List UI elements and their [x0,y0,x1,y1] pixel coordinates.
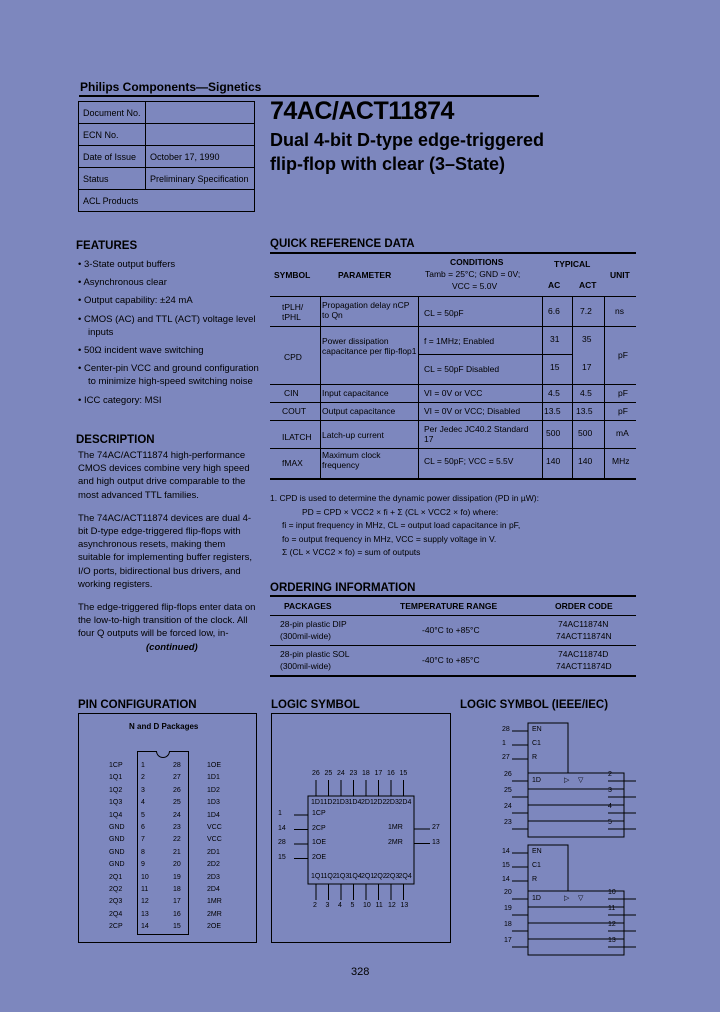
order-code: 74ACT11874D [556,661,612,671]
info-value: Preliminary Specification [146,168,255,190]
bottom-pin-label: 2Q4 [398,873,412,880]
data-pin-number: 19 [504,905,512,912]
table-rule [418,354,572,355]
pin-label: 2Q2 [109,886,123,893]
out-pin-number: 4 [608,803,612,810]
pin-number: 23 [173,824,181,831]
info-key: Status [79,168,146,190]
brand-header: Philips Components—Signetics [80,80,262,94]
col-divider [572,296,573,478]
col-header: UNIT [610,270,630,280]
description-heading: DESCRIPTION [76,434,155,446]
logic-symbol-svg [272,714,450,942]
qr-symbol: COUT [282,406,307,416]
col-divider [320,296,321,478]
qr-cond: f = 1MHz; Enabled [424,336,495,346]
d-label: 1D [532,777,541,784]
qr-param: Input capacitance [322,388,389,398]
ctrl-pin-label: EN [532,848,542,855]
qr-cond: CL = 50pF; VCC = 5.5V [424,456,514,466]
features-list [76,258,266,412]
info-row [79,102,255,124]
top-pin-number: 18 [362,770,370,777]
tristate-mark: ▽ [578,777,584,784]
bottom-pin-label: 1Q2 [323,873,337,880]
right-pin-label: 2MR [388,838,403,846]
pin-label: 1Q1 [109,774,123,782]
ctrl-pin-label: C1 [532,740,541,747]
pkg-label: N and D Packages [129,722,199,731]
ordering-heading: ORDERING INFORMATION [270,582,416,594]
pin-label: 1OE [207,762,222,769]
top-pin-number: 16 [387,770,395,777]
page-title: 74AC/ACT11874 [270,97,454,125]
out-pin-number: 5 [608,819,612,826]
right-pin-label: 1MR [388,824,403,831]
info-key: ECN No. [79,124,146,146]
pin-label: VCC [207,836,222,844]
qr-unit: pF [618,388,628,398]
data-pin-number: 17 [504,937,512,944]
pin-number: 2 [141,774,145,782]
pin-label: 1MR [207,898,222,906]
order-temp: -40°C to +85°C [422,655,480,665]
pin-label: 1D1 [207,774,220,782]
description-body [78,449,260,654]
pin-label: 2Q3 [109,898,123,906]
pin-label: 2D1 [207,848,220,856]
bottom-pin-number: 13 [400,902,409,909]
table-rule [270,595,636,597]
pin-number: 1 [141,762,145,769]
qr-cond: CL = 50pF [424,308,464,318]
qr-unit: ns [615,306,624,316]
qr-param: Maximum clock frequency [322,450,381,470]
dip-notch [156,751,170,758]
pin-label: 2OE [207,923,222,931]
bottom-pin-number: 3 [325,902,330,909]
order-package: (300mil-wide) [280,661,332,671]
top-pin-label: 2D2 [373,799,387,806]
qr-unit: pF [618,406,628,416]
left-pin-label: 1CP [312,810,326,817]
left-pin-label: 2OE [312,853,327,861]
col-header: PACKAGES [284,601,332,611]
info-key: ACL Products [79,190,255,212]
bottom-pin-label: 2Q1 [361,873,375,880]
qr-ac: 6.6 [548,306,560,316]
top-pin-label: 2D4 [398,799,412,806]
data-pin-number: 20 [504,889,512,896]
feature-item: • Center-pin VCC and ground configuration to minimize high-speed switching noise [76,362,266,388]
description-paragraph: The edge-triggered flip-flops enter data on the low-to-high transition of the clock. All four Q outputs will be forced low, in- [78,602,256,640]
feature-item: • Output capability: ±24 mA [76,294,266,307]
info-key: Document No. [79,102,146,124]
data-pin-number: 23 [504,819,512,826]
pin-number: 28 [173,762,181,769]
data-pin-number: 18 [504,921,512,928]
pin-label: 1D4 [207,811,220,819]
pin-label: GND [109,861,125,869]
ieee-symbol-heading: LOGIC SYMBOL (IEEE/IEC) [460,699,609,711]
bottom-pin-label: 1Q1 [311,873,325,880]
qr-ac: 15 [550,362,560,372]
info-value: October 17, 1990 [146,146,255,168]
bottom-pin-label: 1Q4 [348,873,362,880]
info-row [79,146,255,168]
ctrl-pin-number: 1 [502,740,506,747]
note-line: fo = output frequency in MHz, VCC = supply voltage in V. [282,533,497,544]
qr-ac: 13.5 [544,406,561,416]
col-divider [604,296,605,478]
pin-label: 1Q3 [109,799,123,807]
out-pin-number: 13 [608,937,616,944]
top-pin-number: 15 [399,770,408,777]
qr-symbol: CPD [284,352,302,362]
col-divider [542,296,543,478]
right-pin-number: 27 [432,824,440,831]
qr-act: 13.5 [576,406,593,416]
quick-ref-heading: QUICK REFERENCE DATA [270,238,415,250]
pin-number: 5 [141,811,145,819]
order-code: 74AC11874N [558,619,609,629]
pin-label: 1Q2 [109,786,123,794]
pin-number: 6 [141,824,145,831]
pin-label: 2D3 [207,873,220,881]
left-pin-number: 15 [278,853,286,861]
pin-number: 8 [141,848,145,856]
qr-ac: 31 [550,334,560,344]
col-header: Tamb = 25°C; GND = 0V; [425,269,521,279]
feature-item: • 3-State output buffers [76,258,266,271]
qr-act: 140 [578,456,593,466]
pin-number: 19 [173,873,181,881]
pin-config-heading: PIN CONFIGURATION [78,699,197,711]
pin-label: 1CP [109,762,123,769]
qr-param: Latch-up current [322,430,384,440]
qr-symbol: CIN [284,388,299,398]
pin-label: 2CP [109,923,123,931]
out-pin-number: 3 [608,787,612,794]
right-pin-number: 13 [432,838,440,846]
pin-label: 1D3 [207,799,220,807]
page-number: 328 [351,966,370,978]
logic-symbol-heading: LOGIC SYMBOL [271,699,360,711]
pin-number: 26 [173,786,181,794]
note-line: fi = input frequency in MHz, CL = output load capacitance in pF, [282,520,521,531]
qr-cond: VI = 0V or VCC; Disabled [424,406,521,416]
qr-cond: CL = 50pF Disabled [424,364,500,374]
table-rule [270,675,636,677]
ctrl-pin-number: 27 [502,754,510,761]
top-pin-label: 1D4 [348,799,362,806]
col-divider [418,296,419,478]
table-rule [270,478,636,480]
page-subtitle [270,128,590,176]
order-code: 74ACT11874N [556,631,612,641]
data-pin-number: 24 [504,803,512,810]
out-pin-number: 2 [608,771,612,778]
top-pin-number: 26 [312,770,320,777]
pin-label: 2MR [207,910,222,918]
note-line: 1. CPD is used to determine the dynamic power dissipation (PD in µW): [270,493,539,503]
col-header: ACT [579,280,597,290]
qr-unit: pF [618,350,628,360]
pin-number: 24 [173,811,181,819]
qr-act: 7.2 [580,306,592,316]
pin-label: 1Q4 [109,811,123,819]
bottom-pin-number: 10 [363,902,371,909]
bottom-pin-number: 2 [313,902,317,909]
qr-cond: Per Jedec JC40.2 Standard 17 [424,424,529,444]
col-header: PARAMETER [338,270,392,280]
info-row [79,190,255,212]
table-rule [270,615,636,616]
description-paragraph: The 74AC/ACT11874 high-performance CMOS devices combine very high speed and high output drive comparable to the most advanced TTL families. [78,450,250,501]
tristate-mark: ▽ [578,895,584,902]
top-pin-label: 2D3 [386,799,399,806]
pin-label: GND [109,836,125,844]
pin-label: VCC [207,824,222,831]
qr-param: Propagation delay nCP to Qn [322,300,410,320]
pin-label: GND [109,848,125,856]
table-rule [270,448,636,449]
d-label: 1D [532,895,541,902]
top-pin-label: 2D1 [361,799,374,806]
pin-number: 20 [173,861,181,869]
data-pin-number: 26 [504,771,512,778]
col-header: AC [548,280,561,290]
pin-label: 2D2 [207,861,220,869]
top-pin-number: 17 [374,770,383,777]
pin-number: 27 [173,774,181,782]
info-row [79,168,255,190]
qr-act: 17 [582,362,592,372]
left-pin-number: 14 [278,824,286,832]
left-pin-label: 1OE [312,839,327,846]
ctrl-pin-number: 15 [502,862,510,869]
table-rule [270,420,636,421]
feature-item: • CMOS (AC) and TTL (ACT) voltage level inputs [76,313,266,339]
pin-number: 14 [141,923,149,931]
pin-number: 10 [141,873,149,881]
qr-unit: mA [616,428,629,438]
qr-ac: 4.5 [548,388,560,398]
qr-ac: 140 [546,456,561,466]
bottom-pin-label: 1Q3 [336,873,350,880]
pin-label: 2D4 [207,886,220,893]
bottom-pin-number: 12 [388,902,396,909]
ctrl-pin-label: EN [532,726,542,733]
qr-act: 35 [582,334,592,344]
top-pin-number: 23 [349,770,358,777]
logic-symbol-box [271,713,451,943]
pin-number: 3 [141,786,145,794]
ieee-symbol-area [458,713,636,958]
pin-label: 2Q4 [109,910,123,918]
out-pin-number: 10 [608,889,616,896]
ctrl-pin-label: R [532,754,538,761]
col-header: CONDITIONS [450,257,504,267]
ctrl-pin-label: R [532,876,538,883]
qr-act: 4.5 [580,388,592,398]
order-temp: -40°C to +85°C [422,625,480,635]
qr-symbol: fMAX [282,458,303,468]
top-pin-label: 1D3 [336,799,349,806]
pin-number: 17 [173,898,181,906]
qr-param: Output capacitance [322,406,396,416]
top-pin-label: 1D2 [323,799,337,806]
bottom-pin-label: 2Q2 [373,873,387,880]
pin-number: 7 [141,836,145,844]
bottom-pin-number: 11 [375,902,383,909]
table-rule [270,252,636,254]
pin-number: 22 [173,836,181,844]
top-pin-number: 25 [324,770,333,777]
out-pin-number: 11 [608,905,616,912]
left-pin-number: 1 [278,810,282,817]
notes-block [270,492,630,560]
order-package: 28-pin plastic SOL [280,649,350,659]
qr-ac: 500 [546,428,561,438]
col-header: TEMPERATURE RANGE [400,601,498,611]
clock-mark: ▷ [564,895,570,902]
out-pin-number: 12 [608,921,616,928]
table-rule [270,645,636,646]
note-line: PD = CPD × VCC2 × fi + Σ (CL × VCC2 × fo) where: [302,506,499,517]
table-rule [270,384,636,385]
clock-mark: ▷ [564,777,570,784]
left-pin-label: 2CP [312,824,326,832]
pin-label: GND [109,824,125,831]
pin-label: 1D2 [207,786,220,794]
pin-number: 9 [141,861,145,869]
info-value [146,102,255,124]
continued-label: (continued) [146,641,198,653]
qr-param: Power dissipation capacitance per flip-flop1 [322,336,417,356]
description-paragraph: The 74AC/ACT11874 devices are dual 4-bit D-type edge-triggered flip-flops with asynchronous resets, making them suitable for implementing buffer registers, I/O ports, bidirectional bus drivers, and working registers. [78,512,253,590]
bottom-pin-number: 4 [338,902,342,909]
table-rule [270,402,636,403]
ctrl-pin-number: 28 [502,726,510,733]
info-row [79,124,255,146]
col-header: VCC = 5.0V [452,281,498,291]
pin-label: 2Q1 [109,873,123,881]
qr-cond: VI = 0V or VCC [424,388,483,398]
features-heading: FEATURES [76,240,138,252]
feature-item: • ICC category: MSI [76,394,266,407]
col-header: ORDER CODE [555,601,613,611]
subtitle-line: Dual 4-bit D-type edge-triggered [270,130,545,150]
ctrl-pin-number: 14 [502,876,510,883]
col-header: TYPICAL [554,259,591,269]
col-header: SYMBOL [274,270,311,280]
table-rule [270,296,636,297]
subtitle-line: flip-flop with clear (3–State) [270,154,506,174]
pin-number: 4 [141,799,145,807]
top-pin-number: 24 [337,770,345,777]
pin-number: 13 [141,910,149,918]
qr-symbol: ILATCH [282,432,312,442]
order-code: 74AC11874D [558,649,609,659]
pin-number: 11 [141,886,149,893]
data-pin-number: 25 [504,787,512,794]
top-pin-label: 1D1 [311,799,324,806]
ctrl-pin-label: C1 [532,862,541,869]
pin-number: 15 [173,923,181,931]
feature-item: • Asynchronous clear [76,276,266,289]
pin-number: 16 [173,910,181,918]
pin-number: 12 [141,898,149,906]
table-rule [270,326,636,327]
document-info-table [78,101,255,212]
qr-symbol: tPLH/ tPHL [282,302,304,322]
bottom-pin-label: 2Q3 [386,873,400,880]
note-line: Σ (CL × VCC2 × fo) = sum of outputs [282,547,421,558]
info-key: Date of Issue [79,146,146,168]
ctrl-pin-number: 14 [502,848,510,855]
order-package: 28-pin plastic DIP [280,619,347,629]
order-package: (300mil-wide) [280,631,332,641]
qr-unit: MHz [612,456,630,466]
pin-number: 18 [173,886,181,893]
qr-act: 500 [578,428,593,438]
pin-number: 25 [173,799,181,807]
info-value [146,124,255,146]
pin-number: 21 [173,848,181,856]
feature-item: • 50Ω incident wave switching [76,344,266,357]
left-pin-number: 28 [278,839,286,846]
pin-config-box [78,713,257,943]
bottom-pin-number: 5 [350,902,355,909]
